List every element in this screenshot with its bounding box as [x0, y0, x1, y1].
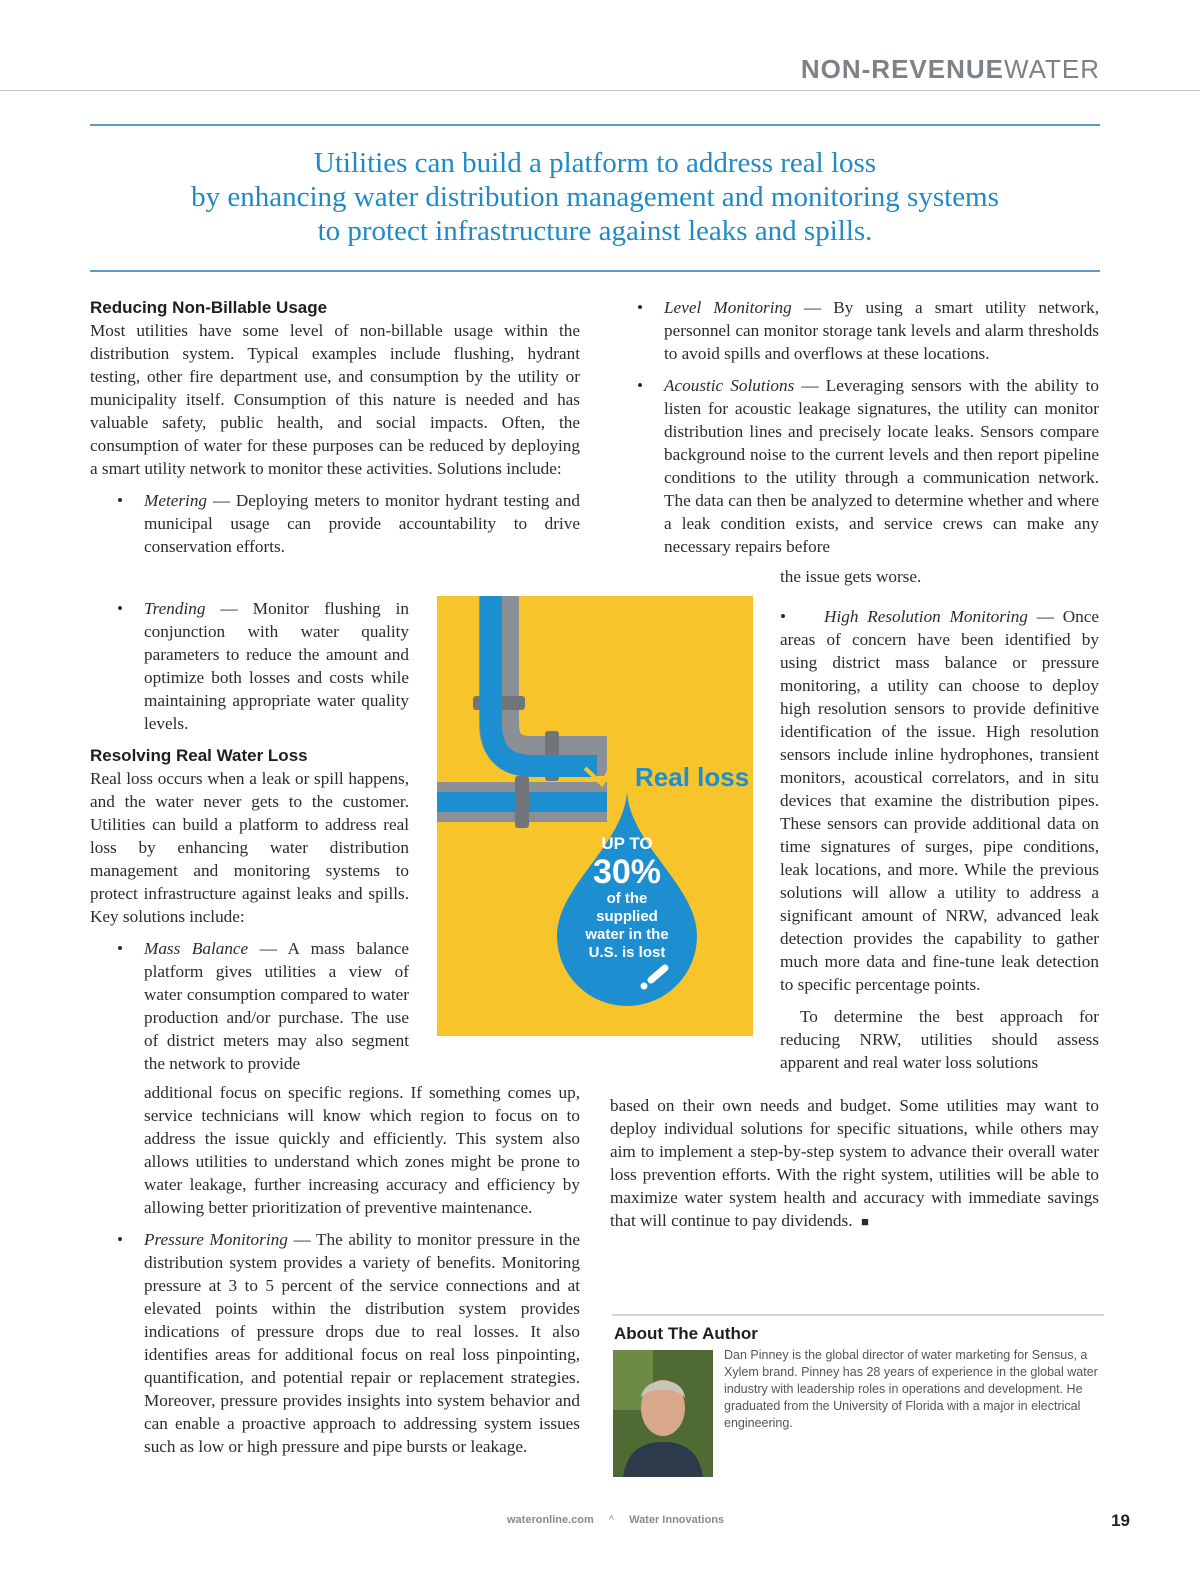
author-divider	[612, 1314, 1104, 1316]
bullet-item	[90, 597, 409, 735]
bullet-text: — The ability to monitor pressure in the distribution system provides a variety of benefits. Monitoring pressure at 3 to 5 percent of the service connections and at elevated points within the distribution system provides indications of pressure drops due to real losses. It also identifies areas for additional focus on real loss pinpointing, quantification, and potential repair or replacement strategies. Moreover, pressure provides insights into system behavior and can enable a proactive approach to addressing system issues such as low or high pressure and pipe bursts or leakage.	[144, 1230, 580, 1456]
right-column-top	[610, 296, 1099, 558]
drop-highlight-dot	[641, 983, 648, 990]
bullet-text: — By using a smart utility network, personnel can monitor storage tank levels and alarm thresholds to avoid spills and overflows at these locations.	[664, 298, 1099, 363]
paragraph: To determine the best approach for reducing NRW, utilities should assess apparent and real water loss solutions	[780, 1007, 1099, 1072]
bullet-term: Mass Balance	[144, 939, 249, 958]
bullet-term: Trending	[144, 599, 206, 618]
stat-line: of the	[606, 890, 648, 907]
bullet-term: Pressure Monitoring	[144, 1230, 288, 1249]
real-loss-infographic	[437, 596, 753, 1036]
author-bio: Dan Pinney is the global director of water marketing for Sensus, a Xylem brand. Pinney has 28 years of experience in the global water industry with leadership roles in operations and development. He graduated from the University of Florida with a major in electrical engineering.	[724, 1348, 1098, 1430]
paragraph	[610, 1094, 1099, 1233]
bullet-item	[90, 489, 580, 558]
pipe-joint	[515, 776, 529, 828]
pull-quote-line: Utilities can build a platform to address real loss	[313, 147, 877, 179]
pull-quote-top-rule	[90, 124, 1100, 126]
bullet-item: • High Resolution Monitoring — Once areas of concern have been identified by using district mass balance or pressure monitoring, a utility can choose to deploy high resolution sensors to provide definitive identification of the issue. High resolution sensors include inline hydrophones, transient monitors, acoustical correlators, and in situ devices that examine the distribution pipes. These sensors can provide additional data on time signatures of surges, pipe conditions, leak locations, and more. While the previous solutions will allow a utility to address a significant amount of NRW, advanced leak detection provides the capability to gather much more data and fine-tune leak detection to specific percentage points.	[780, 607, 1099, 994]
infographic-stat	[557, 834, 697, 962]
section-heading: Reducing Non-Billable Usage	[90, 298, 328, 317]
bullet-text: — Deploying meters to monitor hydrant testing and municipal usage can provide accountability to drive conservation efforts.	[144, 491, 580, 556]
footer-separator: ^	[608, 1514, 615, 1526]
bullet-continuation: additional focus on specific regions. If something comes up, service technicians will know which region to focus on to address the issue quickly and efficiently. This system also allows utilities to understand which zones might be prone to water leakage, further increasing accuracy and efficiency by allowing better prioritization of preventive maintenance.	[144, 1083, 580, 1217]
pull-quote-line: by enhancing water distribution management and monitoring systems	[191, 181, 999, 213]
bullet-term: Level Monitoring	[664, 298, 792, 317]
left-column-top	[90, 296, 580, 558]
right-column-narrow	[780, 565, 1099, 1074]
bullet-text: — Monitor flushing in conjunction with water quality parameters to reduce the amount and optimize both losses and costs while maintaining appropriate water quality levels.	[144, 599, 409, 733]
bullet-continuation: the issue gets worse.	[780, 567, 922, 586]
section-heading: Resolving Real Water Loss	[90, 746, 308, 765]
bullet-term: Acoustic Solutions	[664, 376, 795, 395]
stat-line: water in the	[585, 926, 669, 943]
footer-site: wateronline.com	[507, 1514, 594, 1526]
bullet-item	[90, 1228, 580, 1458]
infographic-graphic	[437, 596, 753, 1036]
right-column-bottom	[610, 1094, 1099, 1233]
bullet-term: Metering	[144, 491, 208, 510]
section-header-light: WATER	[1004, 54, 1100, 84]
left-column-narrow	[90, 597, 409, 1075]
paragraph: Real loss occurs when a leak or spill happens, and the water never gets to the customer. Utilities can build a platform to address real loss by enhancing water distribution management and monitoring systems to protect infrastructure against leaks and spills. Key solutions include:	[90, 769, 409, 926]
author-heading: About The Author	[614, 1324, 758, 1343]
pull-quote	[90, 146, 1100, 248]
pull-quote-line: to protect infrastructure against leaks and spills.	[317, 215, 873, 247]
bullet-item	[610, 296, 1099, 365]
bullet-text: — A mass balance platform gives utilities a view of water consumption compared to water production and/or purchase. The use of district meters may also segment the network to provide	[144, 939, 409, 1073]
paragraph-text: based on their own needs and budget. Some utilities may want to deploy individual solutions for specific situations, while others may aim to implement a step-by-step system to advance their overall water loss prevention efforts. With the right system, utilities will be able to maximize water system health and accuracy with immediate savings that will continue to pay dividends.	[610, 1096, 1099, 1230]
author-portrait-icon	[613, 1350, 713, 1477]
bullet-item	[90, 937, 409, 1075]
stat-line: UP TO	[601, 834, 653, 853]
bullet-text: — Leveraging sensors with the ability to listen for acoustic leakage signatures, the utility can monitor distribution lines and precisely locate leaks. Sensors compare background noise to the current levels and then report pipeline conditions to the utility through a communication network. The data can then be analyzed to determine whether and where a leak condition exists, and service crews can make any necessary repairs before	[664, 376, 1099, 556]
bullet-item	[610, 374, 1099, 558]
footer-publication: Water Innovations	[629, 1514, 725, 1526]
paragraph: Most utilities have some level of non-billable usage within the distribution system. Typical examples include flushing, hydrant testing, other fire department use, and consumption by the utility or municipality itself. Consumption of this nature is needed and has valuable safety, public health, and social impacts. Often, the consumption of water for these purposes can be reduced by deploying a smart utility network to monitor these activities. Solutions include:	[90, 321, 580, 478]
end-mark: ■	[861, 1214, 869, 1229]
pull-quote-bottom-rule	[90, 270, 1100, 272]
bullet-text: — Once areas of concern have been identified by using district mass balance or pressure monitoring, a utility can choose to deploy high resolution sensors to provide definitive identification of the issue. High resolution sensors include inline hydrophones, transient monitors, acoustical correlators, and in situ devices that examine the distribution pipes. These sensors can provide additional data on time signatures of surges, pipe conditions, leak locations, and more. While the previous solutions will allow a utility to address a significant amount of NRW, advanced leak detection provides the capability to gather much more data and fine-tune leak detection to specific percentage points.	[780, 607, 1099, 994]
stat-percent: 30%	[592, 853, 662, 891]
left-column-bottom	[90, 1081, 580, 1458]
page-number: 19	[1111, 1511, 1130, 1530]
stat-line: supplied	[596, 908, 658, 925]
author-photo	[613, 1350, 713, 1477]
stat-line: U.S. is lost	[588, 944, 666, 961]
section-header	[801, 54, 1100, 85]
header-divider	[0, 90, 1200, 91]
bullet-term: High Resolution Monitoring	[824, 607, 1028, 626]
infographic-title: Real loss	[635, 762, 750, 792]
section-header-bold: NON-REVENUE	[800, 54, 1004, 84]
page-footer	[507, 1514, 724, 1526]
